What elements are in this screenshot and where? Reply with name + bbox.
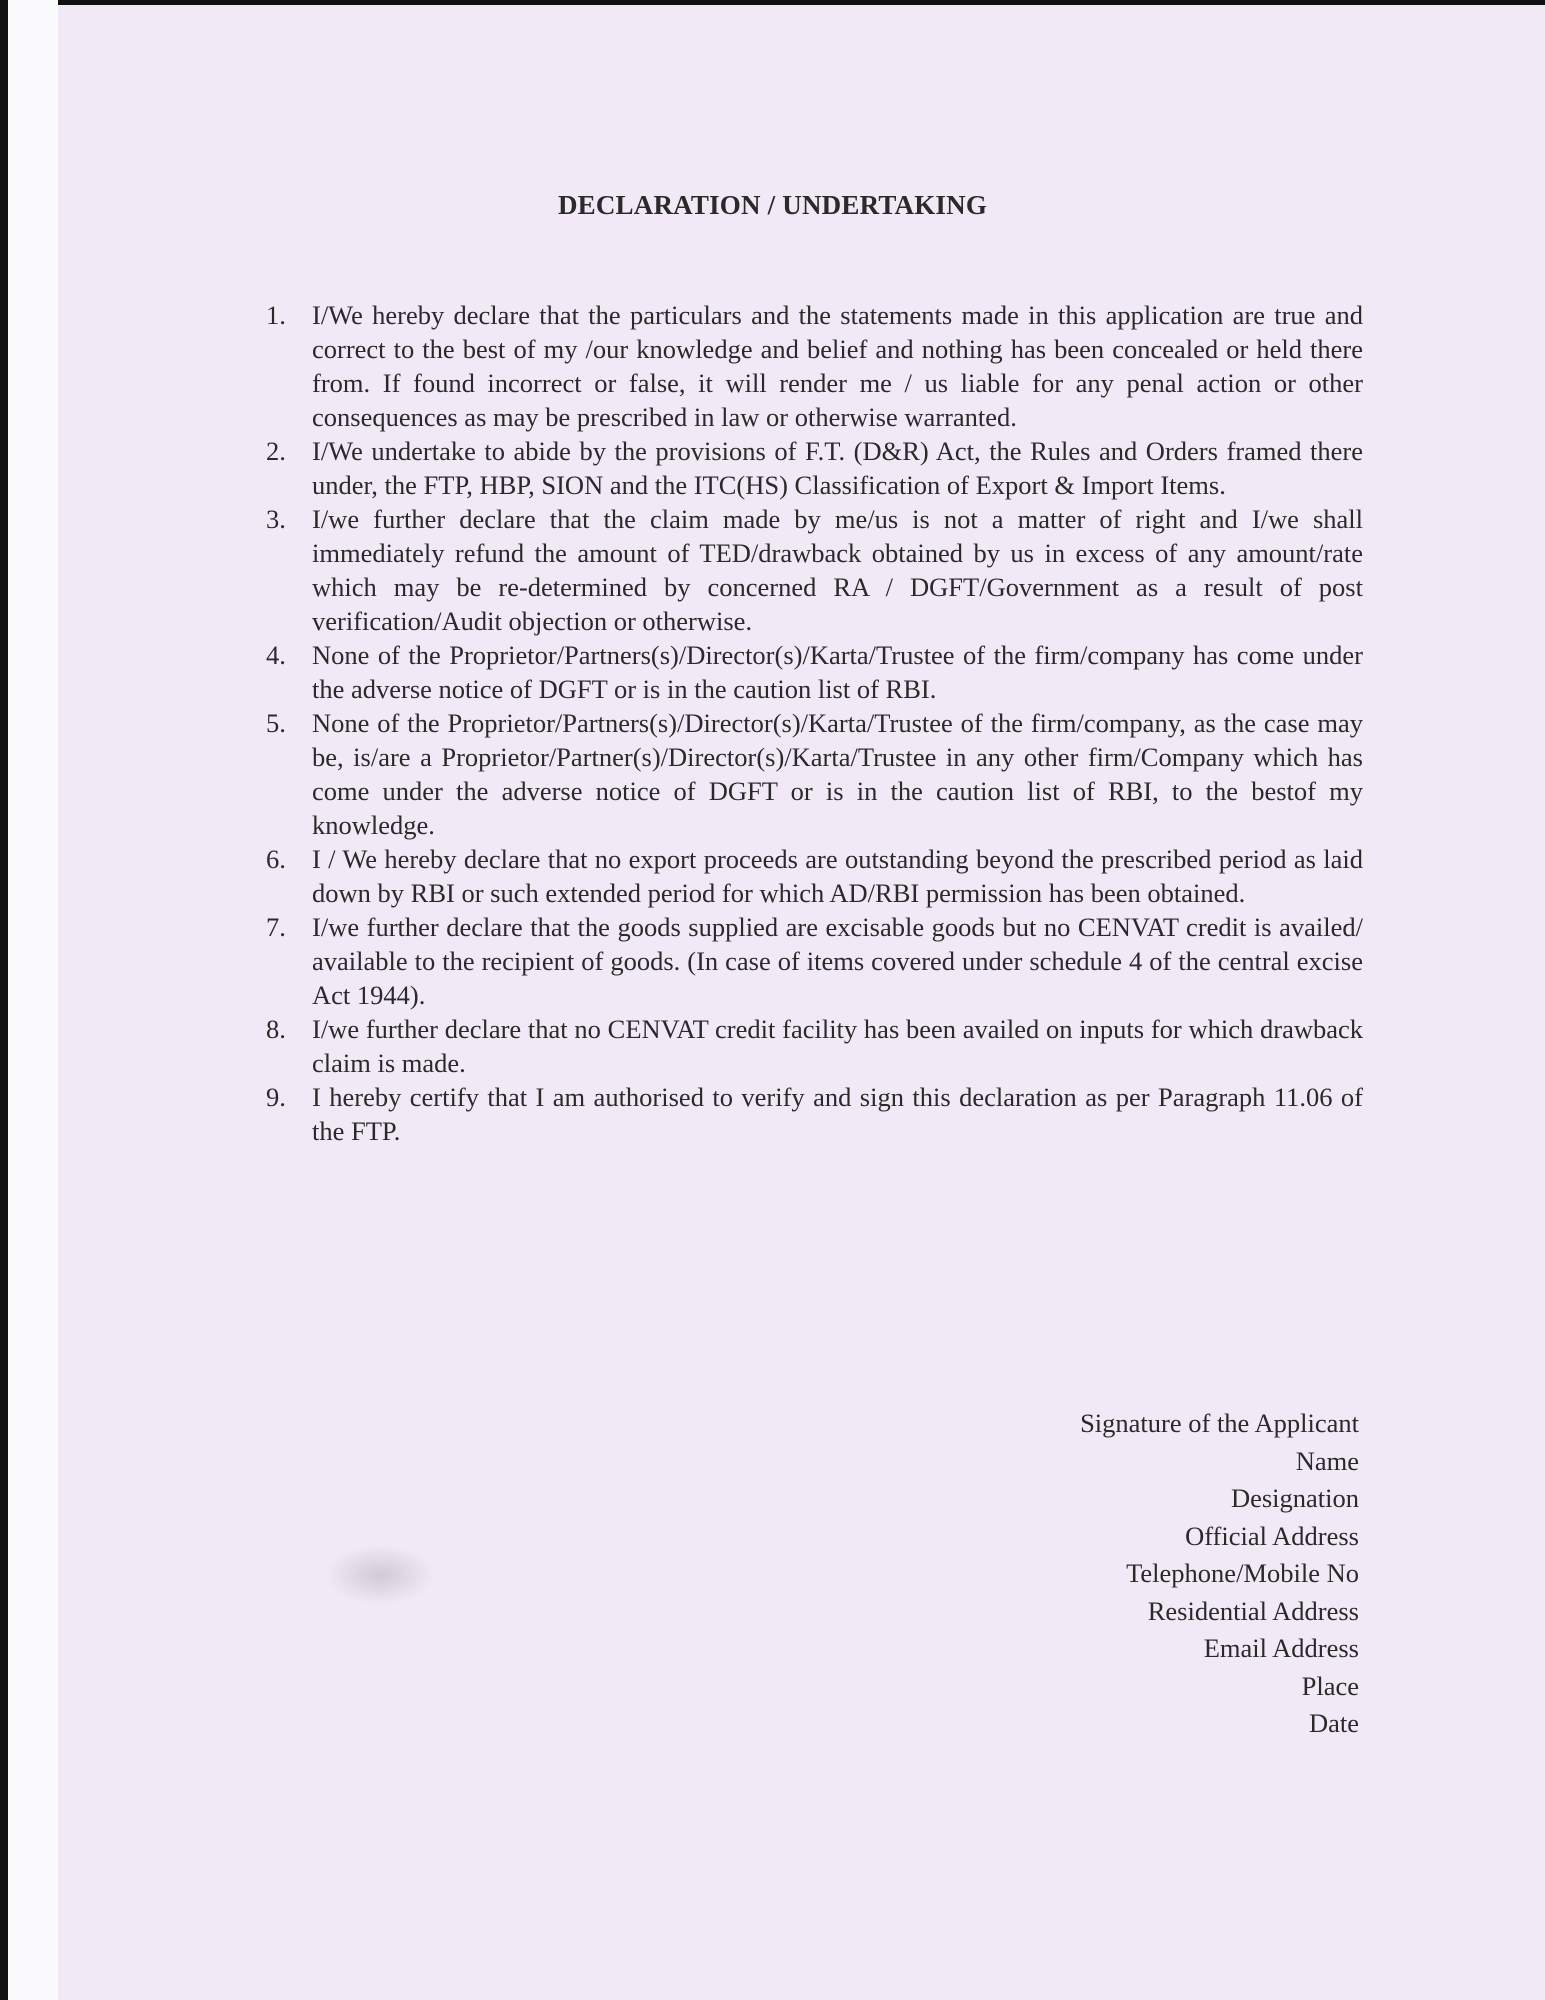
item-number: 6. xyxy=(266,844,286,874)
declaration-item xyxy=(266,910,1363,1012)
item-text: I / We hereby declare that no export proceeds are outstanding beyond the prescribed period as laid down by RBI or such extended period for which AD/RBI permission has been obtained. xyxy=(312,844,1363,908)
item-number: 8. xyxy=(266,1014,286,1044)
item-text: I/we further declare that the goods supplied are excisable goods but no CENVAT credit is availed/ available to the recipient of goods. (In case of items covered under schedule 4 of the central excise Act 1944). xyxy=(312,912,1363,1010)
phone-label: Telephone/Mobile No xyxy=(1126,1558,1359,1588)
residential-address-label: Residential Address xyxy=(1147,1595,1359,1626)
signature-label: Signature of the Applicant xyxy=(1080,1408,1359,1438)
ink-smudge xyxy=(325,1545,435,1605)
item-number: 9. xyxy=(266,1082,286,1112)
item-text: I/we further declare that the claim made by me/us is not a matter of right and I/we shall immediately refund the amount of TED/drawback obtained by us in excess of any amount/rate which may be re-determined by concerned RA / DGFT/Government as a result of post verification/Audit objection or otherwise. xyxy=(312,504,1363,636)
item-number: 4. xyxy=(266,640,286,670)
item-text: I/We undertake to abide by the provisions of F.T. (D&R) Act, the Rules and Orders framed there under, the FTP, HBP, SION and the ITC(HS) Classification of Export & Import Items. xyxy=(312,436,1363,500)
place-label: Place xyxy=(1301,1670,1359,1701)
declaration-item xyxy=(266,502,1363,638)
item-text: None of the Proprietor/Partners(s)/Director(s)/Karta/Trustee of the firm/company, as the case may be, is/are a Proprietor/Partner(s)/Director(s)/Karta/Trustee in any other firm/Company which has come under the adverse notice of DGFT or is in the caution list of RBI, to the bestof my knowledge. xyxy=(312,708,1363,840)
declaration-list xyxy=(266,298,1363,1148)
declaration-item xyxy=(266,434,1363,502)
item-number: 1. xyxy=(266,300,286,330)
item-text: I hereby certify that I am authorised to verify and sign this declaration as per Paragraph 11.06 of the FTP. xyxy=(312,1082,1363,1146)
signature-block xyxy=(1080,1405,1359,1743)
document-title: DECLARATION / UNDERTAKING xyxy=(557,190,988,220)
item-text: I/we further declare that no CENVAT credit facility has been availed on inputs for which drawback claim is made. xyxy=(312,1014,1363,1078)
declaration-item xyxy=(266,706,1363,842)
declaration-item xyxy=(266,1012,1363,1080)
item-text: I/We hereby declare that the particulars and the statements made in this application are true and correct to the best of my /our knowledge and belief and nothing has been concealed or held there from. If found incorrect or false, it will render me / us liable for any penal action or other consequences as may be prescribed in law or otherwise warranted. xyxy=(312,300,1363,432)
item-number: 3. xyxy=(266,504,286,534)
official-address-label: Official Address xyxy=(1185,1520,1359,1551)
item-text: None of the Proprietor/Partners(s)/Director(s)/Karta/Trustee of the firm/company has come under the adverse notice of DGFT or is in the caution list of RBI. xyxy=(312,640,1363,704)
declaration-item xyxy=(266,842,1363,910)
designation-label: Designation xyxy=(1230,1483,1359,1513)
item-number: 5. xyxy=(266,708,286,738)
item-number: 7. xyxy=(266,912,286,942)
name-label: Name xyxy=(1295,1445,1359,1476)
scan-border-left xyxy=(0,0,58,2000)
item-number: 2. xyxy=(266,436,286,466)
declaration-item xyxy=(266,638,1363,706)
scan-border-top xyxy=(0,0,1545,5)
email-label: Email Address xyxy=(1203,1633,1359,1663)
declaration-item xyxy=(266,1080,1363,1148)
declaration-item xyxy=(266,298,1363,434)
date-label: Date xyxy=(1308,1708,1359,1738)
